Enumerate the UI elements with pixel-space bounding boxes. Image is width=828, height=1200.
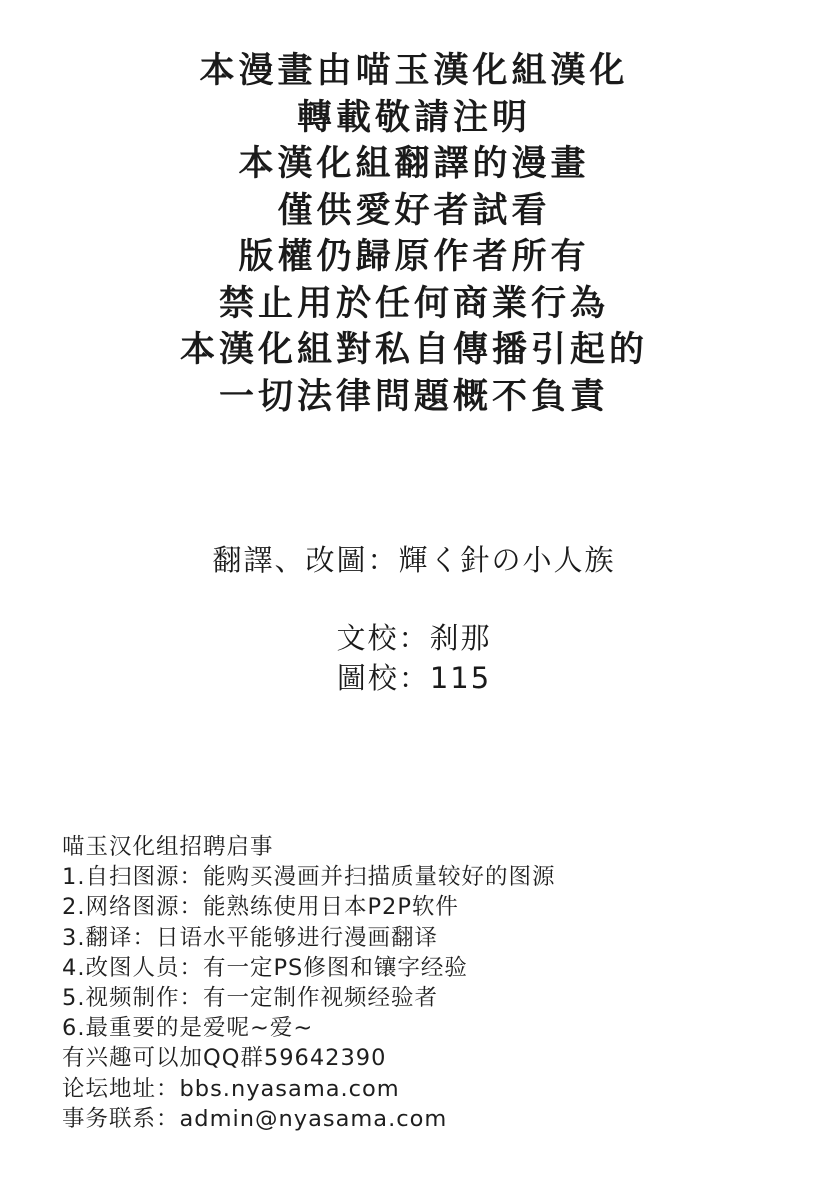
recruitment-item: 3.翻译：日语水平能够进行漫画翻译 <box>62 924 438 951</box>
image-proofreader-credit: 圖校：115 <box>336 661 492 695</box>
recruitment-item: 5.视频制作：有一定制作视频经验者 <box>62 985 438 1012</box>
notice-line: 本漫畫由喵玉漢化組漢化 <box>199 50 629 91</box>
staff-credits <box>0 540 828 698</box>
recruitment-item: 2.网络图源：能熟练使用日本P2P软件 <box>62 894 459 921</box>
notice-line: 禁止用於任何商業行為 <box>218 282 609 324</box>
notice-line: 本漢化組翻譯的漫畫 <box>238 143 590 184</box>
recruitment-item: 6.最重要的是爱呢~爱~ <box>62 1015 314 1042</box>
contact-email-line: 事务联系：admin@nyasama.com <box>62 1105 448 1132</box>
notice-line: 僅供愛好者試看 <box>277 189 551 231</box>
qq-group-line: 有兴趣可以加QQ群59642390 <box>62 1045 387 1072</box>
forum-address-line: 论坛地址：bbs.nyasama.com <box>62 1075 400 1102</box>
proofreader-credits <box>0 618 828 698</box>
notice-line: 本漢化組對私自傳播引起的 <box>179 329 648 370</box>
copyright-notice <box>0 48 828 420</box>
recruitment-item: 4.改图人员：有一定PS修图和镶字经验 <box>62 954 468 981</box>
notice-line: 版權仍歸原作者所有 <box>238 236 590 277</box>
text-proofreader-credit: 文校：刹那 <box>336 621 492 655</box>
translator-credit: 翻譯、改圖：輝く針の小人族 <box>212 543 616 577</box>
recruitment-notice <box>62 832 802 1134</box>
notice-line: 轉載敬請注明 <box>296 96 531 138</box>
recruitment-title: 喵玉汉化组招聘启事 <box>62 834 274 860</box>
notice-line: 一切法律問題概不負責 <box>218 375 609 417</box>
recruitment-item: 1.自扫图源：能购买漫画并扫描质量较好的图源 <box>62 864 556 891</box>
